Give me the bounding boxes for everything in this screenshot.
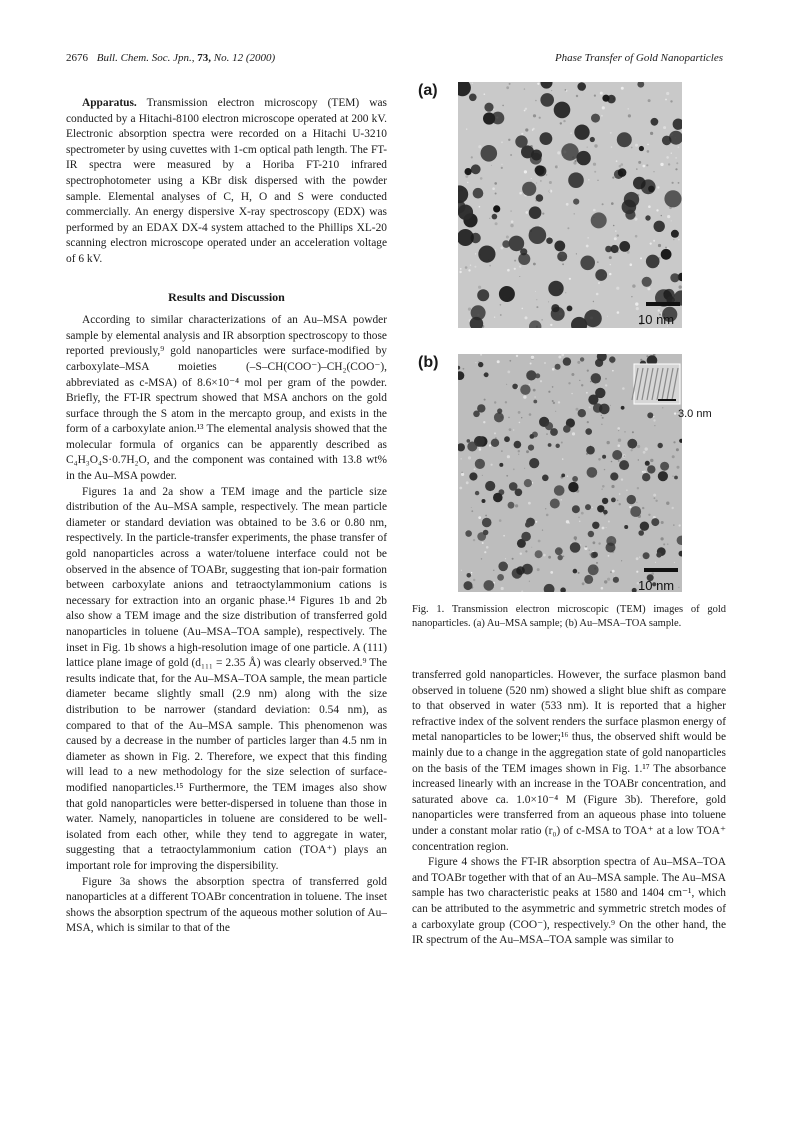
nanoparticle	[590, 137, 595, 142]
nanoparticle	[484, 103, 493, 112]
nanoparticle	[660, 462, 669, 471]
nanoparticle	[550, 499, 560, 509]
nanoparticle	[563, 357, 571, 365]
nanoparticle	[577, 82, 586, 91]
tem-image-a	[458, 82, 682, 328]
nanoparticle	[478, 362, 483, 367]
caption-label: Fig. 1.	[412, 604, 445, 615]
nanoparticle	[504, 436, 510, 442]
nanoparticle	[573, 199, 579, 205]
nanoparticle	[492, 214, 498, 220]
nanoparticle	[512, 384, 518, 390]
nanoparticle	[492, 112, 505, 125]
nanoparticle	[580, 256, 595, 271]
body-paragraph: Figures 1a and 2a show a TEM image and the particle size distribution of the Au–MSA sample, respectively. The mean particle diameter or standard deviation was obtained to be 3.6 or 0.80 nm, respectively. In the particle-transfer experiments, the phase transfer of gold nanoparticles across a water/toluene interface could not be observed in the absence of TOABr, suggesting that ion-pair formation between carboxylate anions and tetraoctylammonium cations is necessary for extraction into an organic phase.¹⁴ Figures 1b and 2b also show a TEM image and the size distribution of transferred gold nanoparticles in toluene (Au–MSA–TOA sample), respectively. The inset in Fig. 1b shows a high-resolution image of one particle. A (111) lattice plane image of gold (d₁₁₁ = 2.35 Å) was clearly observed.⁹ The results indicate that, for the Au–MSA–TOA sample, the mean particle diameter became slightly small (2.9 nm) along with the size distribution to be narrower (standard deviation: 0.54 nm), as compared to that of the Au–MSA sample. This phenomenon was caused by a decrease in the number of particles larger than 4.5 nm in diameter as shown in Fig. 2. Therefore, we expect that this finding will lead to a new methodology for the size selection of surface-modified nanoparticles.¹⁵ Furthermore, the TEM images also show that gold nanoparticles were better-dispersed in toluene than those in water. Namely, nanoparticles in toluene are considered to be well-isolated from each other, while they tend to aggregate in water, suggesting that a tetraoctylammonium cation (TOA⁺) plays an important role for improving the dispersibility.	[66, 485, 387, 872]
body-paragraph: Figure 3a shows the absorption spectra of transferred gold nanoparticles at a different TOABr concentration in toluene. The inset shows the absorption spectrum of the aqueous mother solution of Au–MSA, which is similar to that of the	[66, 875, 387, 935]
nanoparticle	[558, 555, 563, 560]
nanoparticle	[484, 580, 495, 591]
nanoparticle	[536, 194, 544, 202]
right-column	[412, 668, 726, 949]
nanoparticle	[617, 132, 632, 147]
nanoparticle	[484, 372, 489, 377]
nanoparticle	[482, 518, 492, 528]
nanoparticle	[498, 562, 508, 572]
panel-a-label: (a)	[418, 82, 438, 99]
nanoparticle	[473, 411, 480, 418]
nanoparticle	[556, 444, 560, 448]
nanoparticle	[572, 505, 580, 513]
nanoparticle	[482, 499, 486, 503]
panel-b-label: (b)	[418, 354, 439, 371]
nanoparticle	[645, 215, 650, 220]
scale-label-a: 10 nm	[638, 312, 675, 327]
nanoparticle	[540, 93, 554, 107]
nanoparticle	[638, 530, 644, 536]
nanoparticle	[592, 552, 598, 558]
nanoparticle	[643, 552, 650, 559]
tem-image-b	[458, 354, 682, 592]
nanoparticle	[554, 485, 565, 496]
nanoparticle	[611, 498, 616, 503]
nanoparticle	[469, 94, 477, 102]
nanoparticle	[580, 357, 584, 361]
nanoparticle	[508, 502, 515, 509]
nanoparticle	[674, 476, 678, 480]
nanoparticle	[471, 164, 481, 174]
nanoparticle	[602, 455, 606, 459]
nanoparticle	[611, 245, 619, 253]
page-number: 2676	[66, 52, 88, 64]
nanoparticle	[592, 522, 599, 529]
nanoparticle	[610, 472, 618, 480]
nanoparticle	[524, 479, 532, 487]
running-header-left	[66, 52, 275, 64]
nanoparticle	[494, 412, 504, 422]
nanoparticle	[613, 577, 619, 583]
nanoparticle	[647, 412, 653, 418]
nanoparticle	[491, 439, 499, 447]
nanoparticle	[587, 467, 598, 478]
nanoparticle	[588, 531, 594, 537]
nanoparticle	[576, 151, 590, 165]
nanoparticle	[526, 370, 536, 380]
nanoparticle	[671, 230, 679, 238]
nanoparticle	[619, 241, 630, 252]
nanoparticle	[591, 373, 601, 383]
nanoparticle	[515, 135, 527, 147]
nanoparticle	[567, 306, 573, 312]
nanoparticle	[642, 277, 652, 287]
apparatus-heading: Apparatus.	[82, 97, 137, 109]
nanoparticle	[545, 422, 553, 430]
nanoparticle	[554, 241, 565, 252]
nanoparticle	[618, 168, 627, 177]
nanoparticle	[529, 226, 547, 244]
nanoparticle	[630, 506, 641, 517]
nanoparticle	[520, 248, 527, 255]
nanoparticle	[633, 177, 646, 190]
nanoparticle	[520, 385, 530, 395]
nanoparticle	[640, 522, 649, 531]
nanoparticle	[554, 102, 571, 119]
nanoparticle	[464, 581, 473, 590]
nanoparticle	[521, 532, 531, 542]
nanoparticle	[595, 359, 603, 367]
journal-volume: 73,	[197, 52, 212, 64]
nanoparticle	[585, 504, 591, 510]
nanoparticle	[499, 463, 503, 467]
nanoparticle	[661, 249, 672, 260]
nanoparticle	[467, 439, 471, 443]
nanoparticle	[551, 307, 565, 321]
nanoparticle	[548, 443, 552, 447]
nanoparticle	[561, 474, 565, 478]
apparatus-paragraph	[66, 96, 387, 268]
nanoparticle	[535, 550, 543, 558]
nanoparticle	[646, 255, 660, 269]
nanoparticle	[658, 471, 668, 481]
nanoparticle	[469, 472, 477, 480]
nanoparticle	[533, 400, 537, 404]
nanoparticle	[540, 132, 553, 145]
nanoparticle	[546, 237, 553, 244]
nanoparticle	[497, 574, 504, 581]
nanoparticle	[485, 481, 495, 491]
nanoparticle	[585, 428, 592, 435]
nanoparticle	[532, 432, 538, 438]
nanoparticle	[515, 489, 523, 497]
nanoparticle	[481, 145, 498, 162]
nanoparticle	[561, 143, 578, 160]
nanoparticle	[573, 569, 578, 574]
inset-scale-bar	[658, 399, 676, 401]
nanoparticle	[570, 542, 581, 553]
nanoparticle	[645, 461, 650, 466]
nanoparticle	[572, 476, 578, 482]
nanoparticle	[465, 530, 472, 537]
journal-issue: No. 12 (2000)	[213, 52, 276, 64]
nanoparticle	[625, 210, 635, 220]
nanoparticle	[497, 408, 502, 413]
nanoparticle	[542, 475, 549, 482]
nanoparticle	[475, 491, 479, 495]
nanoparticle	[658, 443, 663, 448]
body-paragraph: According to similar characterizations of an Au–MSA powder sample by elemental analysis and IR absorption spectroscopy to those reported previously,⁹ gold nanoparticles were surface-modified by carboxylate–MSA moieties (–S–CH(COO⁻)–CH₂(COO⁻), abbreviated as c-MSA) of 8.6×10⁻⁴ mol per gram of the powder. Briefly, the FT-IR spectrum showed that MSA anchors on the gold surface through the S atom in the mercapto group, and exists in the form of a carboxylate anion.¹³ The elemental analysis showed that the molecular formula of organics can be apparently described as C₄H₃O₄S·0.7H₂O, and the component was contained with 13.8 wt% in the Au–MSA powder.	[66, 314, 387, 483]
inset-scale-label: 3.0 nm	[678, 408, 712, 420]
nanoparticle	[471, 305, 486, 320]
caption-text: Transmission electron microscopic (TEM) images of gold nanoparticles. (a) Au–MSA sample; (b) Au–MSA–TOA sample.	[412, 604, 726, 629]
nanoparticle	[563, 425, 571, 433]
nanoparticle	[648, 186, 654, 192]
nanoparticle	[531, 150, 542, 161]
nanoparticle	[586, 446, 595, 455]
nanoparticle	[591, 114, 600, 123]
nanoparticle	[528, 445, 534, 451]
nanoparticle	[595, 269, 607, 281]
nanoparticle	[458, 205, 473, 220]
nanoparticle	[627, 495, 636, 504]
running-title: Phase Transfer of Gold Nanoparticles	[554, 52, 723, 64]
figure-1	[412, 80, 727, 600]
nanoparticle	[475, 459, 485, 469]
nanoparticle	[555, 364, 561, 370]
nanoparticle	[477, 289, 489, 301]
journal-name: Bull. Chem. Soc. Jpn.,	[96, 52, 195, 64]
nanoparticle	[548, 281, 563, 296]
figure-caption	[412, 603, 726, 631]
nanoparticle	[529, 458, 539, 468]
nanoparticle	[664, 190, 681, 207]
nanoparticle	[621, 406, 625, 410]
section-heading: Results and Discussion	[168, 289, 285, 304]
nanoparticle	[473, 188, 484, 199]
nanoparticle	[514, 441, 522, 449]
nanoparticle	[499, 286, 515, 302]
nanoparticle	[574, 125, 589, 140]
nanoparticle	[516, 566, 525, 575]
nanoparticle	[568, 482, 578, 492]
nanoparticle	[584, 575, 593, 584]
nanoparticle	[624, 192, 639, 207]
left-column	[66, 96, 387, 937]
nanoparticle	[606, 543, 616, 553]
nanoparticle	[651, 518, 659, 526]
nanoparticle	[588, 564, 599, 575]
nanoparticle	[467, 573, 472, 578]
nanoparticle	[557, 252, 567, 262]
scale-bar-a	[646, 302, 680, 306]
nanoparticle	[656, 552, 661, 557]
nanoparticle	[670, 273, 679, 282]
tem-micrograph-a	[458, 82, 682, 328]
body-paragraph: transferred gold nanoparticles. However, the surface plasmon band observed in toluene (520 nm) showed a slight blue shift as compare to that observed in water (533 nm). It is reported that a higher refractive index of the solvent renders the surface plasmon energy of metal nanoparticles to be lower;¹⁶ thus, the observed shift would be mainly due to a change in the aggregation state of gold nanoparticles on the basis of the TEM images shown in Fig. 1.¹⁷ The absorbance increased linearly with an increase in the TOABr concentration, and saturated above ca. 1.0×10⁻⁴ M (Figure 3b). Therefore, gold nanoparticles were transferred from an aqueous phase into toluene under a constant molar ratio (r₀) of c-MSA to TOA⁺ at a low TOA⁺ concentration region.	[412, 669, 726, 853]
nanoparticle	[535, 165, 545, 175]
nanoparticle	[478, 246, 495, 263]
nanoparticle	[602, 498, 608, 504]
nanoparticle	[499, 489, 505, 495]
nanoparticle	[465, 168, 472, 175]
nanoparticle	[591, 212, 607, 228]
nanoparticle	[651, 118, 659, 126]
scale-label-b: 10 nm	[638, 578, 675, 593]
nanoparticle	[467, 442, 477, 452]
nanoparticle	[603, 510, 608, 515]
nanoparticle	[477, 532, 486, 541]
nanoparticle	[529, 206, 542, 219]
nanoparticle	[595, 388, 605, 398]
nanoparticle	[555, 547, 563, 555]
nanoparticle	[493, 205, 500, 212]
tem-micrograph-b	[458, 354, 682, 592]
nanoparticle	[568, 172, 584, 188]
nanoparticle	[654, 221, 665, 232]
nanoparticle	[525, 522, 531, 528]
body-paragraph: Figure 4 shows the FT-IR absorption spectra of Au–MSA–TOA and TOABr together with that of an Au–MSA sample. The Au–MSA sample has two characteristic peaks at 1580 and 1404 cm⁻¹, which can be attributed to the asymmetric and symmetric stretch modes of a carboxylate group (COO⁻), respectively.⁹ On the other hand, the IR spectrum of the Au–MSA–TOA sample was similar to	[412, 856, 726, 947]
nanoparticle	[647, 465, 655, 473]
nanoparticle	[627, 439, 637, 449]
nanoparticle	[522, 182, 536, 196]
nanoparticle	[639, 146, 644, 151]
nanoparticle	[619, 460, 629, 470]
nanoparticle	[612, 450, 622, 460]
nanoparticle	[642, 473, 650, 481]
nanoparticle	[624, 525, 628, 529]
nanoparticle	[609, 356, 615, 362]
nanoparticle	[578, 409, 586, 417]
scale-bar-b	[644, 568, 678, 572]
apparatus-text: Transmission electron microscopy (TEM) was conducted by a Hitachi-8100 electron microscope operated at 200 kV. Electronic absorption spectra were recorded on a Hitachi U-3210 spectrometer by using cuvettes with 1-cm optical path length. The FT-IR spectra were measured by a Horiba FT-210 infrared spectrophotometer using a KBr disk dispersed with the powder sample. Elemental analyses of C, H, O and S were conducted commercially. An energy dispersive X-ray spectroscopy (EDX) was performed by an EDAX DX-4 system attached to the Phillips XL-20 scanning electron microscope operated under an acceleration voltage of 6 kV.	[66, 97, 387, 265]
nanoparticle	[607, 95, 616, 104]
nanoparticle	[599, 404, 610, 415]
